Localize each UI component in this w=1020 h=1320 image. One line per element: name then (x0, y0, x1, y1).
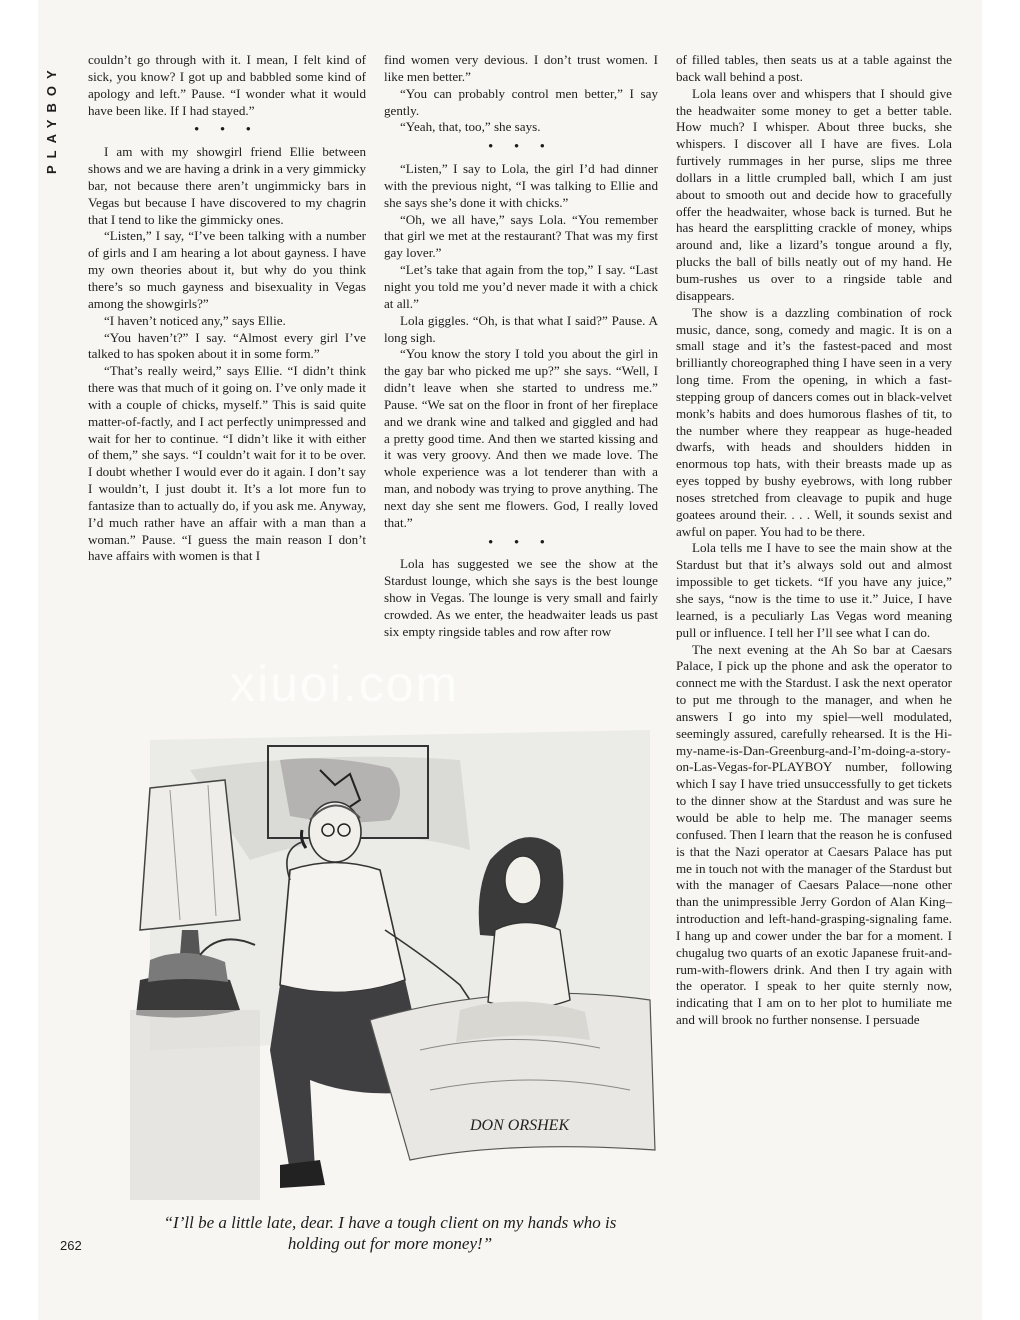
article-paragraph: “That’s really weird,” says Ellie. “I didn’t think there was that much of it going on. I’ve only made it with a couple of chicks, myself.” This is said quite matter-of-factly, and I act perfectly unimpressed and wait for her to continue. “I didn’t like it with either of them,” she says. “I couldn’t wait for it to be over. I doubt whether I would ever do it again. I don’t say I wouldn’t, I just doubt it. It’s a lot more fun to fantasize than to actually do, if you ask me. Anyway, I’d much rather have an affair with a man than a woman.” Pause. “I guess the main reason I don’t have affairs with women is that I (88, 363, 366, 564)
article-paragraph: “Listen,” I say, “I’ve been talking with a number of girls and I am hearing a lot about gayness. I have my own theories about it, but why do you think there’s so much gayness and bisexuality in Vegas among the showgirls?” (88, 228, 366, 311)
article-paragraph: “Yeah, that, too,” she says. (400, 119, 541, 135)
cartoon-caption: “I’ll be a little late, dear. I have a tough client on my hands who is holding out for more money!” (163, 1213, 617, 1253)
article-paragraph: find women very devious. I don’t trust women. I like men better.” (384, 52, 658, 84)
magazine-title: PLAYBOY (44, 63, 59, 175)
section-separator: • • • (488, 138, 554, 154)
article-paragraph: I am with my showgirl friend Ellie between shows and we are having a drink in a very gimmicky bar, not because there aren’t ungimmicky bars in Vegas but because I have discovered to my chagrin that I tend to like the gimmicky ones. (88, 144, 366, 227)
article-paragraph: “Listen,” I say to Lola, the girl I’d had dinner with the previous night, “I was talking to Ellie and she says she’s done it with chicks.” (384, 161, 658, 210)
article-paragraph: couldn’t go through with it. I mean, I felt kind of sick, you know? I got up and babbled some kind of apology and left.” Pause. “I wonder what it would have been like. If I had stayed.” (88, 52, 366, 118)
article-paragraph: “You can probably control men better,” I say gently. (384, 85, 658, 118)
article-paragraph: The next evening at the Ah So bar at Caesars Palace, I pick up the phone and ask the operator to connect me with the Stardust. I ask the next operator to put me through to the manager, and when he answers I go into my spiel—well modulated, seemingly assured, carefully rehearsed. It is the Hi-my-name-is-Dan-Greenburg-and-I’m-doing-a-story-on-Las-Vegas-for-PLAYBOY number, following which I say I have tried unsuccessfully to get tickets to the dinner show at the Stardust and was sure he would be able to help me. The manager seems confused. Then I learn that the reason he is confused is that the Nazi operator at Caesars Palace has put me in touch not with the manager of the Stardust but with the manager of Caesars Palace—none other than the unimpressible Jerry Gordon of Alan King–introduction and left-hand-grasping-signaling fame. I hang up and cower under the bar for a moment. I chugalug two quarts of an exotic Japanese fruit-and-rum-with-flowers drink. And then I try again with the operator. I speak to her quite sternly now, indicating that I am on to her plot to humiliate me and will brook no further nonsense. I persuade (676, 641, 952, 1028)
article-column-1 (88, 52, 366, 565)
artist-signature: DON ORSHEK (470, 1117, 570, 1134)
article-paragraph: Lola tells me I have to see the main show at the Stardust but that it’s always sold out and almost impossible to get tickets. “If you have any juice,” she says, “now is the time to use it.” Juice, I have learned, is a peculiarly Las Vegas word meaning pull or influence. I tell her I’ll see what I can do. (676, 540, 952, 640)
article-column-2 (384, 52, 658, 641)
section-separator: • • • (194, 121, 260, 137)
section-separator: • • • (488, 533, 554, 549)
article-paragraph: Lola leans over and whispers that I should give the headwaiter some money to get a better table. How much? I whisper. About three bucks, she whispers. I discover all I have are fives. Lola furtively rummages in her purse, slips me three dollars in a little crumpled ball, which I am just about to smooth out and decide how to gracefully offer the headwaiter, whose back is turned. But he has heard the earsplitting crackle of money, whips around and, like a lizard’s tongue around a fly, plucks the ball of bills neatly out of my hand. He bum-rushes us over to a ringside table and disappears. (676, 85, 952, 303)
article-paragraph: “You know the story I told you about the girl in the gay bar who picked me up?” she says. “Well, I didn’t leave when she started to undress me.” Pause. “We sat on the floor in front of her fireplace and we drank wine and talked and giggled and had a pretty good time. And then we started kissing and it was very groovy. And then we made love. The whole experience was a lot tenderer than with a man, and nobody was trying to prove anything. The next day she sent me flowers. God, I really loved that.” (384, 346, 658, 530)
cartoon-illustration (130, 730, 660, 1200)
article-column-3 (676, 52, 952, 1029)
article-paragraph: “I haven’t noticed any,” says Ellie. (104, 312, 286, 328)
article-paragraph: “Oh, we all have,” says Lola. “You remember that girl we met at the restaurant? That was my first gay lover.” (384, 211, 658, 261)
article-paragraph: of filled tables, then seats us at a table against the back wall behind a post. (676, 52, 952, 84)
article-paragraph: Lola has suggested we see the show at the Stardust lounge, which she says is the best lounge show in Vegas. The lounge is very small and fairly crowded. As we enter, the headwaiter leads us past six empty ringside tables and row after row (384, 556, 658, 639)
article-paragraph: Lola giggles. “Oh, is that what I said?” Pause. A long sigh. (384, 312, 658, 345)
watermark: xiuoi.com (230, 656, 460, 712)
page-number: 262 (60, 1238, 82, 1253)
magazine-logo-vertical (44, 44, 74, 194)
article-paragraph: “You haven’t?” I say. “Almost every girl I’ve talked to has spoken about it in some form.” (88, 329, 366, 362)
article-paragraph: The show is a dazzling combination of rock music, dance, song, comedy and magic. It is on a small stage and it’s the fastest-paced and most brilliantly choreographed thing I have seen in a very long time. From the opening, in which a fast-stepping group of dancers comes out in black-velvet monk’s habits and does humorous flashes of tit, to the number where they reappear as huge-headed dwarfs, with heads and shoulders hidden in enormous top hats, with their breasts made up as eyes topped by bushy eyebrows, with long rubber noses stretched from cleavage to pupik and huge goatees around their. . . . Well, it sounds sexist and awful on paper. You had to be there. (676, 304, 952, 539)
article-paragraph: “Let’s take that again from the top,” I say. “Last night you told me you’d never made it with a chick at all.” (384, 262, 658, 311)
